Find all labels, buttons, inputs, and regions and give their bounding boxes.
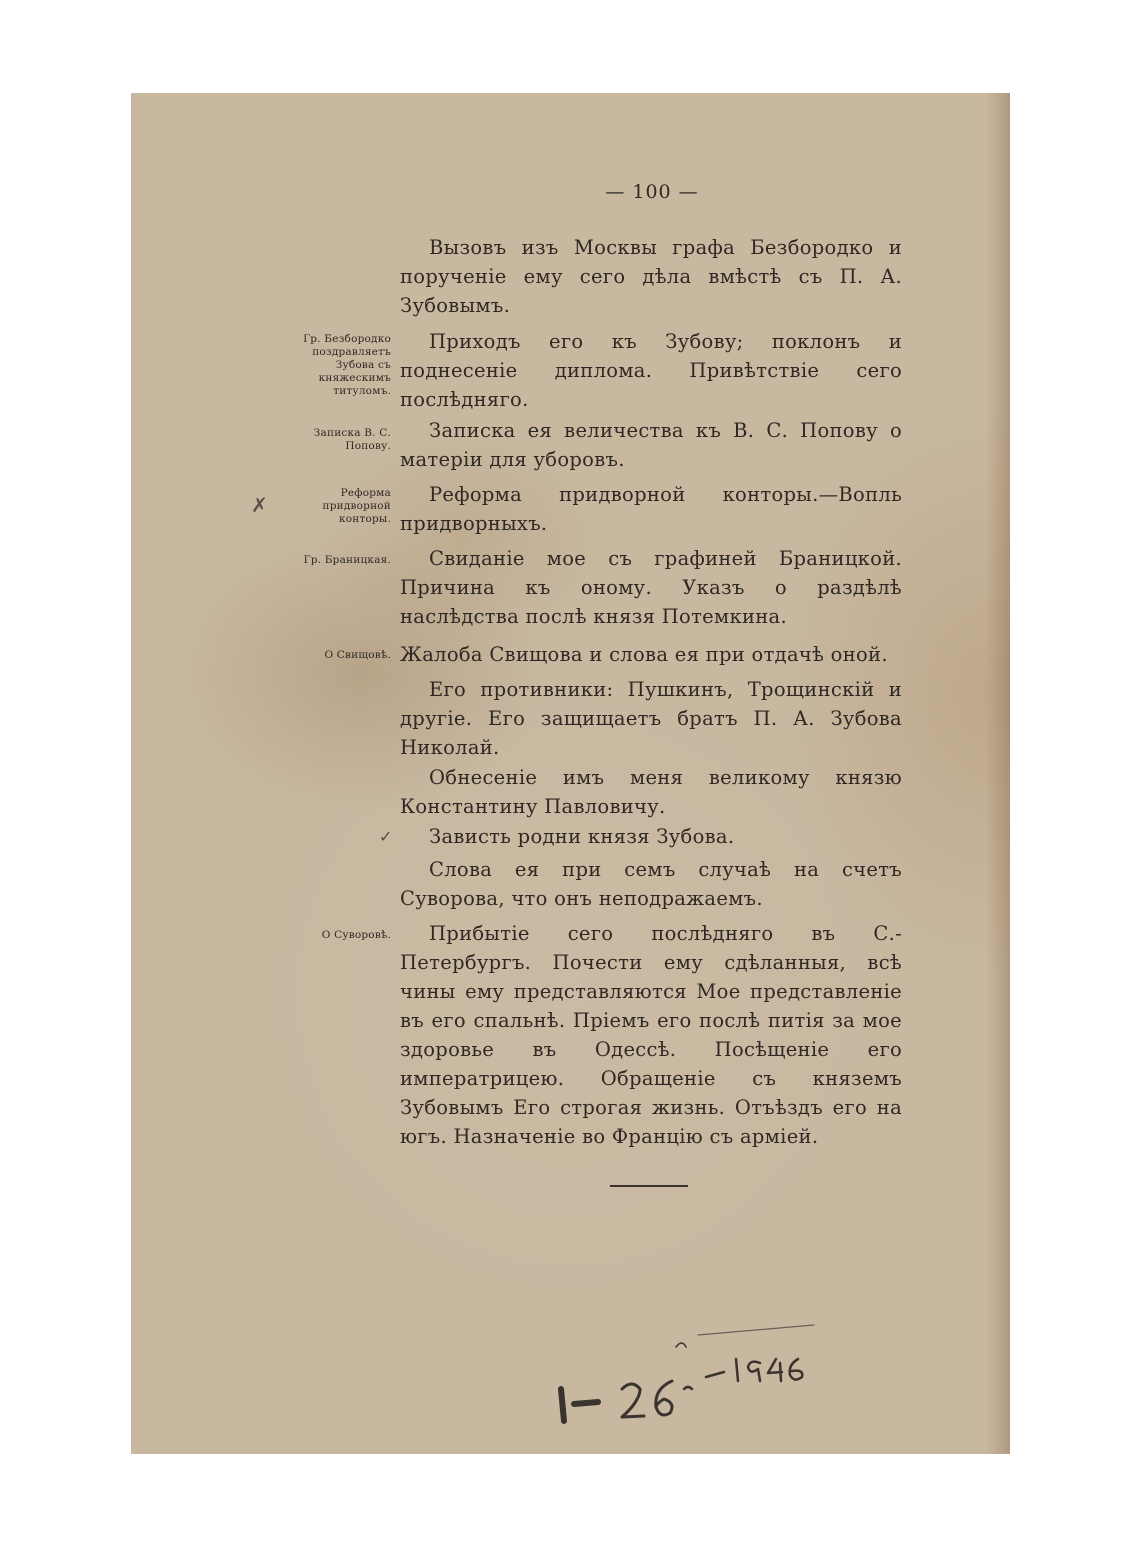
entry-9: Зависть родни князя Зубова. bbox=[429, 825, 735, 848]
pencil-check-mark: ✓ bbox=[379, 827, 393, 846]
entry-1: Вызовъ изъ Москвы графа Безбородко и порученіе ему сего дѣла вмѣстѣ съ П. А. Зубовымъ. bbox=[400, 236, 902, 317]
entry-5: Свиданіе мое съ графиней Браницкой. Причина къ оному. Указъ о раздѣлѣ наслѣдства послѣ князя Потемкина. bbox=[400, 547, 902, 628]
sidenote-bezborodko: Гр. Безбородко поздравляетъ Зубова съ княжескимъ титуломъ. bbox=[303, 333, 391, 397]
pencil-cross-mark: ✗ bbox=[251, 493, 268, 517]
handwritten-inscription bbox=[536, 1319, 836, 1429]
sidenote-zapiska-popovu: Записка В. С. Попову. bbox=[313, 427, 391, 452]
entry-3: Записка ея величества къ В. С. Попову о матеріи для уборовъ. bbox=[400, 419, 902, 471]
entry-11: Прибытіе сего послѣдняго въ С.-Петербургъ. Почести ему сдѣланныя, всѣ чины ему представляются Мое представленіе въ его спальнѣ. Пріемъ его послѣ питія за мое здоровье въ Одессѣ. Посѣщеніе его императрицею. Обращеніе съ княземъ Зубовымъ Его строгая жизнь. Отъѣздъ его на югъ. Назначеніе во Францію съ арміей. bbox=[400, 922, 902, 1148]
section-rule bbox=[610, 1185, 688, 1187]
entry-8: Обнесеніе имъ меня великому князю Константину Павловичу. bbox=[400, 766, 902, 818]
entry-10: Слова ея при семъ случаѣ на счетъ Суворова, что онъ неподражаемъ. bbox=[400, 858, 902, 910]
book-page bbox=[131, 93, 1010, 1454]
sidenote-branitskaya: Гр. Браницкая. bbox=[303, 554, 391, 566]
sidenote-reforma: Реформа придворной конторы. bbox=[322, 487, 391, 525]
entry-6: Жалоба Свищова и слова ея при отдачѣ оной. bbox=[400, 643, 888, 666]
entry-2: Приходъ его къ Зубову; поклонъ и поднесеніе диплома. Привѣтствіе сего послѣдняго. bbox=[400, 330, 902, 411]
sidenote-suvorov: О Суворовѣ. bbox=[321, 929, 391, 941]
sidenote-svishchov: О Свищовѣ. bbox=[324, 649, 391, 661]
entry-4: Реформа придворной конторы.—Вопль придворныхъ. bbox=[400, 483, 902, 535]
entry-7: Его противники: Пушкинъ, Трощинскій и другіе. Его защищаетъ братъ П. А. Зубова Николай. bbox=[400, 678, 902, 759]
page-number: — 100 — bbox=[605, 181, 699, 203]
page-edge-shadow bbox=[986, 93, 1010, 1454]
